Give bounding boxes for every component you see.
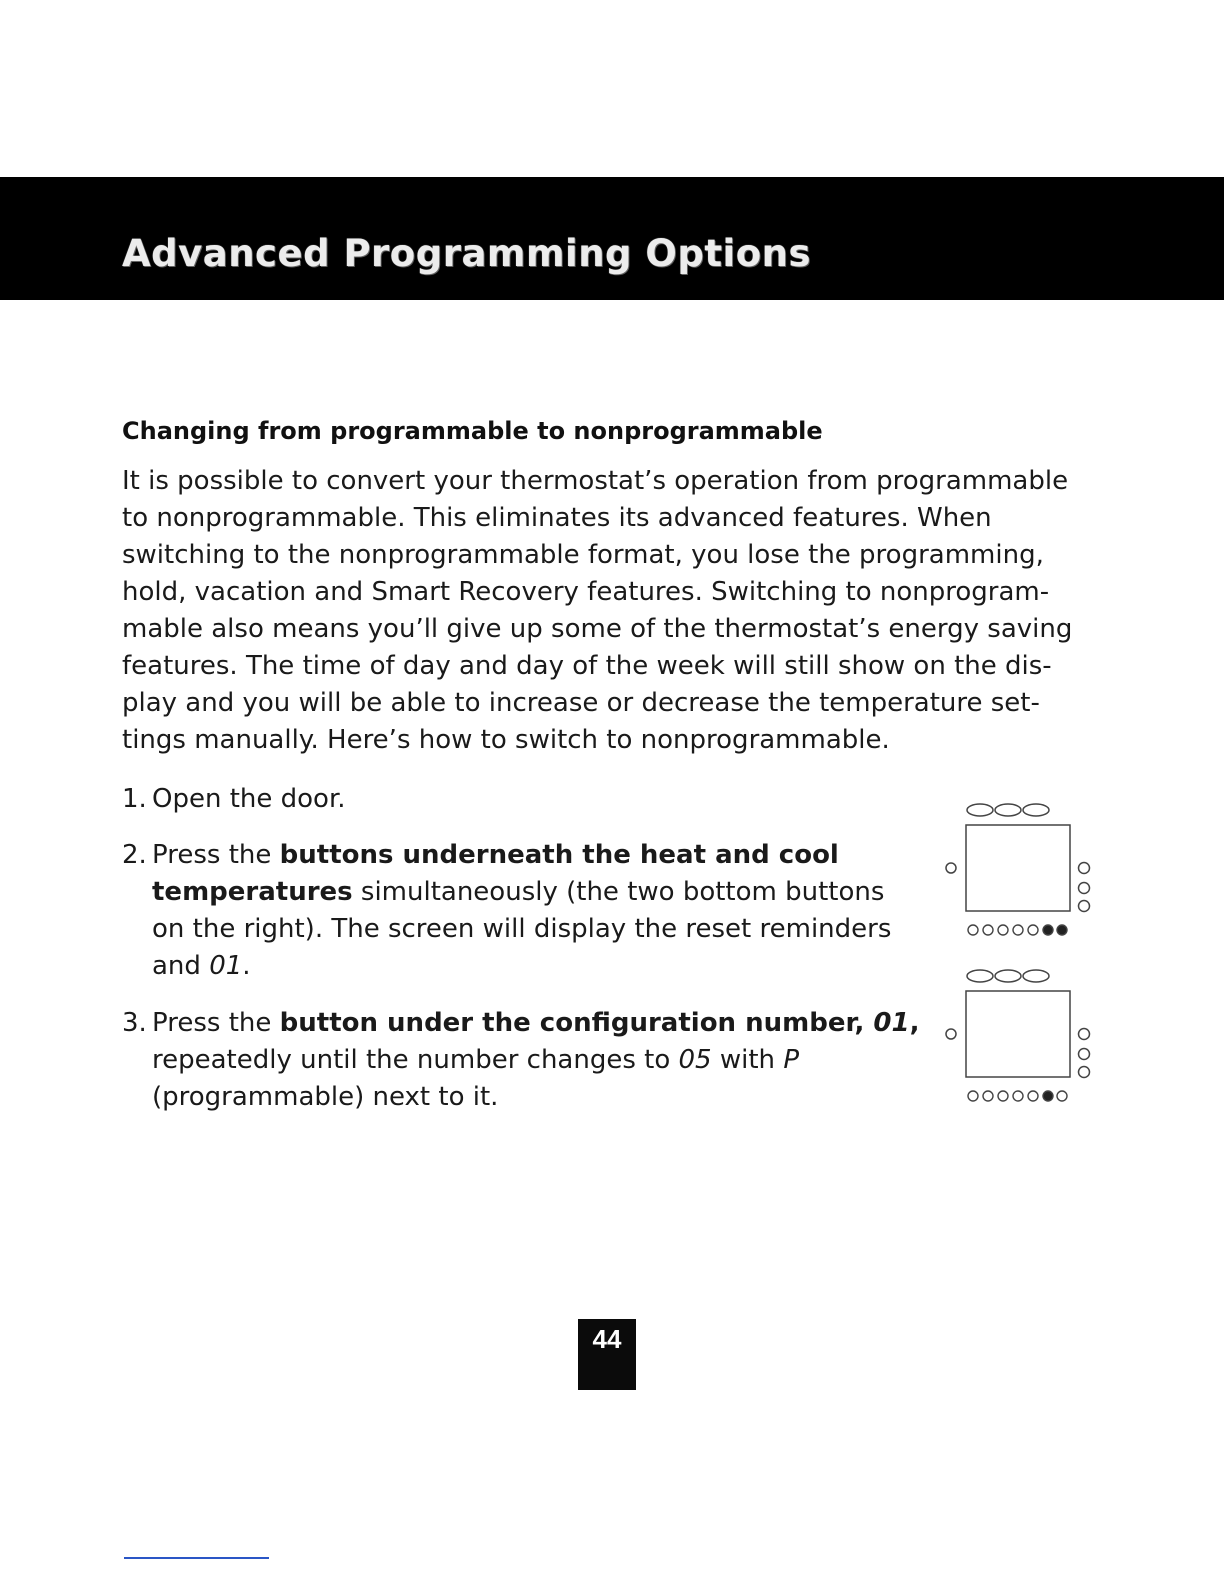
- step-number: 1.: [122, 784, 147, 814]
- display-screen-icon: [966, 825, 1070, 911]
- page-title: Advanced Programming Options: [122, 232, 812, 275]
- intro-line: to nonprogrammable. This eliminates its advanced features. When: [122, 503, 992, 533]
- bottom-button-icon: [998, 925, 1008, 935]
- intro-line: tings manually. Here’s how to switch to nonprogrammable.: [122, 725, 890, 755]
- step-number: 2.: [122, 840, 147, 870]
- top-button-icon: [1023, 970, 1049, 982]
- page-number: 44: [578, 1319, 636, 1390]
- thermostat-diagram-step3: [938, 966, 1098, 1116]
- step-text: repeatedly until the number changes to: [152, 1045, 679, 1075]
- step-text: on the right). The screen will display the reset reminders: [152, 914, 892, 944]
- step-emphasis: temperatures: [152, 877, 353, 907]
- top-button-icon: [995, 970, 1021, 982]
- bottom-button-icon: [1013, 925, 1023, 935]
- bottom-button-icon: [1057, 1091, 1067, 1101]
- step-emphasis: button under the configuration number,: [279, 1008, 874, 1038]
- bottom-button-icon: [968, 1091, 978, 1101]
- config-number: 01: [209, 951, 243, 981]
- step-2: [122, 837, 891, 985]
- step-line: [122, 948, 891, 985]
- intro-line: hold, vacation and Smart Recovery features. Switching to nonprogram-: [122, 577, 1050, 607]
- top-button-icon: [1023, 804, 1049, 816]
- side-button-icon: [1079, 1029, 1090, 1040]
- pressed-button-icon: [1057, 925, 1067, 935]
- bottom-button-icon: [1028, 1091, 1038, 1101]
- side-button-icon: [1079, 883, 1090, 894]
- bottom-button-icon: [998, 1091, 1008, 1101]
- step-3: [122, 1005, 919, 1116]
- step-text: Press the: [152, 1008, 280, 1038]
- step-number: 3.: [122, 1008, 147, 1038]
- thermostat-diagram-step2: [938, 800, 1098, 950]
- step-text: with: [711, 1045, 784, 1075]
- bottom-button-icon: [1028, 925, 1038, 935]
- bottom-button-icon: [983, 1091, 993, 1101]
- config-number: 01: [873, 1008, 910, 1038]
- side-button-icon: [946, 1029, 956, 1039]
- display-screen-icon: [966, 991, 1070, 1077]
- top-button-icon: [967, 804, 993, 816]
- step-line: [122, 1005, 919, 1042]
- side-button-icon: [1079, 863, 1090, 874]
- step-emphasis: buttons underneath the heat and cool: [279, 840, 839, 870]
- step-text: simultaneously (the two bottom buttons: [352, 877, 885, 907]
- step-text: .: [242, 951, 251, 981]
- side-button-icon: [1079, 1067, 1090, 1078]
- step-emphasis: ,: [909, 1008, 920, 1038]
- side-button-icon: [1079, 901, 1090, 912]
- pressed-button-icon: [1043, 1091, 1053, 1101]
- bottom-button-icon: [1013, 1091, 1023, 1101]
- intro-line: switching to the nonprogrammable format, you lose the programming,: [122, 540, 1044, 570]
- mode-letter: P: [783, 1045, 799, 1075]
- top-button-icon: [995, 804, 1021, 816]
- section-heading: Changing from programmable to nonprogrammable: [122, 417, 823, 445]
- bottom-button-icon: [983, 925, 993, 935]
- step-text: Open the door.: [152, 784, 346, 814]
- step-text: (programmable) next to it.: [152, 1082, 499, 1112]
- intro-line: features. The time of day and day of the week will still show on the dis-: [122, 651, 1052, 681]
- step-line: [122, 1042, 919, 1079]
- step-line: [122, 874, 891, 911]
- intro-line: mable also means you’ll give up some of the thermostat’s energy saving: [122, 614, 1073, 644]
- bottom-button-icon: [968, 925, 978, 935]
- footer-rule: [124, 1557, 269, 1559]
- side-button-icon: [946, 863, 956, 873]
- intro-line: play and you will be able to increase or decrease the temperature set-: [122, 688, 1040, 718]
- top-button-icon: [967, 970, 993, 982]
- config-number: 05: [678, 1045, 712, 1075]
- step-1: [122, 781, 346, 818]
- step-text: Press the: [152, 840, 280, 870]
- side-button-icon: [1079, 1049, 1090, 1060]
- step-text: and: [152, 951, 210, 981]
- pressed-button-icon: [1043, 925, 1053, 935]
- step-line: [122, 837, 891, 874]
- intro-paragraph: [122, 463, 1097, 759]
- intro-line: It is possible to convert your thermostat’s operation from programmable: [122, 466, 1069, 496]
